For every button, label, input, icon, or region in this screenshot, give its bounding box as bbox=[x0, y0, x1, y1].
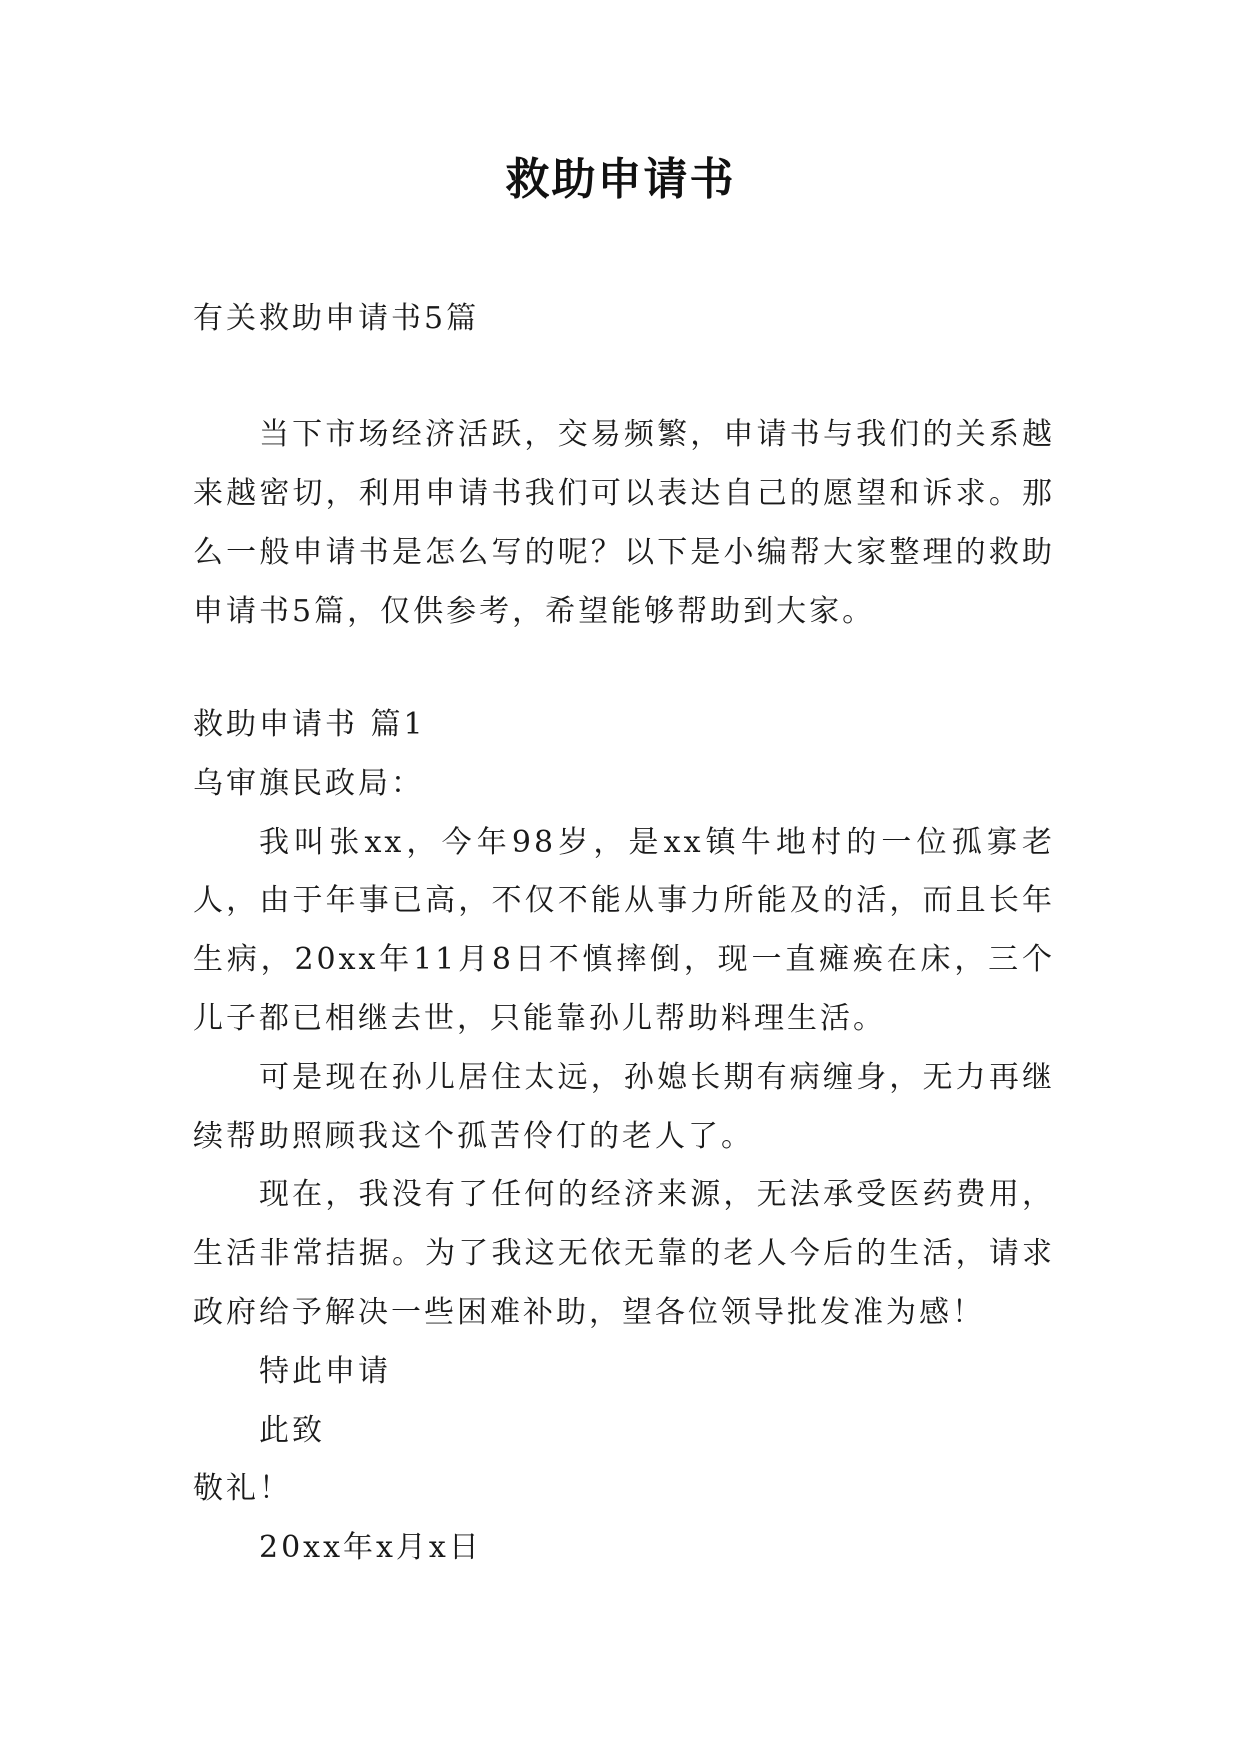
intro-paragraph: 当下市场经济活跃，交易频繁，申请书与我们的关系越来越密切，利用申请书我们可以表达自己的愿望和诉求。那么一般申请书是怎么写的呢？以下是小编帮大家整理的救助申请书5篇，仅供参考，希望能够帮助到大家。 bbox=[193, 417, 1055, 629]
letter-closing-request: 特此申请 bbox=[259, 1353, 391, 1389]
section-heading: 救助申请书 篇1 bbox=[193, 707, 426, 742]
letter-closing-regards: 此致 bbox=[259, 1412, 325, 1448]
letter-section bbox=[193, 696, 1055, 1578]
letter-date: 20xx年x月x日 bbox=[259, 1530, 482, 1566]
letter-paragraph: 现在，我没有了任何的经济来源，无法承受医药费用，生活非常拮据。为了我这无依无靠的老人今后的生活，请求政府给予解决一些困难补助，望各位领导批发准为感！ bbox=[193, 1177, 1055, 1330]
letter-paragraph: 可是现在孙儿居住太远，孙媳长期有病缠身，无力再继续帮助照顾我这个孤苦伶仃的老人了。 bbox=[193, 1059, 1055, 1154]
document-subtitle: 有关救助申请书5篇 bbox=[193, 301, 480, 336]
letter-closing-salute: 敬礼！ bbox=[193, 1471, 292, 1507]
letter-salutation: 乌审旗民政局： bbox=[193, 765, 424, 801]
document-title: 救助申请书 bbox=[505, 154, 736, 205]
letter-paragraph: 我叫张xx，今年98岁，是xx镇牛地村的一位孤寡老人，由于年事已高，不仅不能从事力所能及的活，而且长年生病，20xx年11月8日不慎摔倒，现一直瘫痪在床，三个儿子都已相继去世，只能靠孙儿帮助料理生活。 bbox=[193, 824, 1055, 1036]
